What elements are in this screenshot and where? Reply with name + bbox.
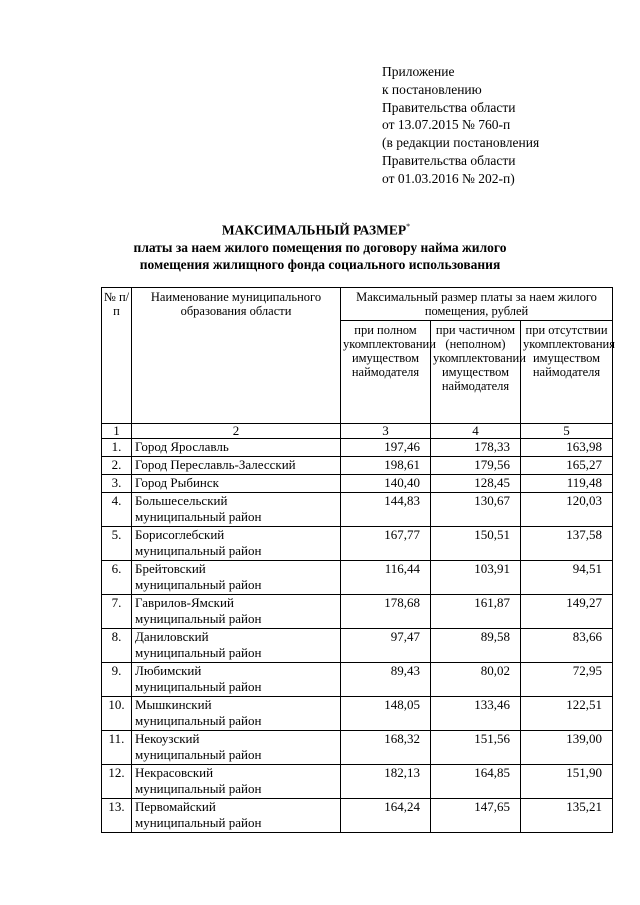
municipality-name	[132, 527, 341, 561]
municipality-name-line: муниципальный район	[135, 543, 262, 558]
value-none: 165,27	[521, 457, 613, 475]
municipality-name-line: Гаврилов-Ямский	[135, 595, 234, 610]
title-line-3: помещения жилищного фонда социального использования	[139, 256, 501, 272]
municipality-name-line: муниципальный район	[135, 611, 262, 626]
footnote-mark: *	[406, 222, 411, 231]
value-none: 72,95	[521, 663, 613, 697]
value-full: 140,40	[341, 475, 431, 493]
municipality-name-line: Город Переславль-Залесский	[135, 457, 296, 472]
value-partial: 89,58	[431, 629, 521, 663]
municipality-name-line: Даниловский	[135, 629, 209, 644]
column-number-row	[102, 424, 613, 439]
value-full: 97,47	[341, 629, 431, 663]
appendix-line: от 13.07.2015 № 760-п	[382, 117, 511, 133]
municipality-name-line: Мышкинский	[135, 697, 212, 712]
value-none: 135,21	[521, 799, 613, 833]
value-full: 144,83	[341, 493, 431, 527]
municipality-name-line: Любимский	[135, 663, 202, 678]
row-number: 5.	[102, 527, 132, 561]
value-none: 149,27	[521, 595, 613, 629]
table-row	[102, 731, 613, 765]
table-row	[102, 697, 613, 731]
header-max-size: Максимальный размер платы за наем жилого помещения, рублей	[341, 288, 613, 321]
value-partial: 80,02	[431, 663, 521, 697]
title-line-2: платы за наем жилого помещения по договору найма жилого	[133, 239, 507, 255]
value-partial: 103,91	[431, 561, 521, 595]
column-number: 2	[132, 424, 341, 439]
value-full: 182,13	[341, 765, 431, 799]
column-number: 5	[521, 424, 613, 439]
municipality-name	[132, 595, 341, 629]
municipality-name-line: муниципальный район	[135, 509, 262, 524]
value-none: 119,48	[521, 475, 613, 493]
value-partial: 164,85	[431, 765, 521, 799]
municipality-name	[132, 629, 341, 663]
row-number: 4.	[102, 493, 132, 527]
value-none: 139,00	[521, 731, 613, 765]
municipality-name-line: Город Ярославль	[135, 439, 229, 454]
municipality-name	[132, 439, 341, 457]
municipality-name-line: Большесельский	[135, 493, 228, 508]
value-full: 116,44	[341, 561, 431, 595]
value-full: 168,32	[341, 731, 431, 765]
municipality-name	[132, 475, 341, 493]
municipality-name	[132, 697, 341, 731]
table-row	[102, 595, 613, 629]
value-partial: 151,56	[431, 731, 521, 765]
row-number: 10.	[102, 697, 132, 731]
value-full: 89,43	[341, 663, 431, 697]
municipality-name-line: муниципальный район	[135, 713, 262, 728]
municipality-name-line: Борисоглебский	[135, 527, 225, 542]
document-title	[0, 218, 640, 273]
row-number: 6.	[102, 561, 132, 595]
municipality-name-line: Некоузский	[135, 731, 200, 746]
value-full: 148,05	[341, 697, 431, 731]
row-number: 11.	[102, 731, 132, 765]
appendix-line: (в редакции постановления	[382, 135, 540, 151]
value-full: 197,46	[341, 439, 431, 457]
value-none: 137,58	[521, 527, 613, 561]
row-number: 9.	[102, 663, 132, 697]
table-row	[102, 457, 613, 475]
value-none: 120,03	[521, 493, 613, 527]
appendix-block	[382, 63, 622, 188]
value-full: 164,24	[341, 799, 431, 833]
value-none: 94,51	[521, 561, 613, 595]
appendix-line: от 01.03.2016 № 202-п)	[382, 170, 515, 186]
subheader-partial: при частичном (неполном) укомплектовании имуществом наймодателя	[431, 321, 521, 424]
table-row	[102, 663, 613, 697]
value-partial: 133,46	[431, 697, 521, 731]
municipality-name-line: муниципальный район	[135, 645, 262, 660]
municipality-name	[132, 561, 341, 595]
table-row	[102, 493, 613, 527]
value-none: 83,66	[521, 629, 613, 663]
value-full: 167,77	[341, 527, 431, 561]
municipality-name	[132, 663, 341, 697]
table-row	[102, 799, 613, 833]
municipality-name	[132, 765, 341, 799]
row-number: 7.	[102, 595, 132, 629]
row-number: 12.	[102, 765, 132, 799]
value-partial: 178,33	[431, 439, 521, 457]
column-number: 4	[431, 424, 521, 439]
municipality-name-line: Первомайский	[135, 799, 216, 814]
table-row	[102, 629, 613, 663]
value-full: 198,61	[341, 457, 431, 475]
table-row	[102, 439, 613, 457]
rent-table	[101, 287, 613, 833]
title-main-text: МАКСИМАЛЬНЫЙ РАЗМЕР	[221, 222, 407, 238]
column-number: 3	[341, 424, 431, 439]
row-number: 3.	[102, 475, 132, 493]
table-row	[102, 475, 613, 493]
value-partial: 147,65	[431, 799, 521, 833]
table-row	[102, 561, 613, 595]
value-none: 163,98	[521, 439, 613, 457]
value-partial: 161,87	[431, 595, 521, 629]
column-number: 1	[102, 424, 132, 439]
municipality-name-line: муниципальный район	[135, 577, 262, 592]
municipality-name	[132, 799, 341, 833]
value-partial: 128,45	[431, 475, 521, 493]
title-main-line	[0, 218, 636, 239]
municipality-name-line: Город Рыбинск	[135, 475, 219, 490]
municipality-name	[132, 493, 341, 527]
value-full: 178,68	[341, 595, 431, 629]
subheader-none: при отсутствии укомплектования имуществом наймодателя	[521, 321, 613, 424]
row-number: 13.	[102, 799, 132, 833]
municipality-name-line: Брейтовский	[135, 561, 206, 576]
appendix-line: Правительства области	[382, 152, 516, 168]
appendix-line: Правительства области	[382, 99, 516, 115]
row-number: 8.	[102, 629, 132, 663]
municipality-name	[132, 457, 341, 475]
value-partial: 179,56	[431, 457, 521, 475]
row-number: 2.	[102, 457, 132, 475]
value-none: 122,51	[521, 697, 613, 731]
municipality-name-line: муниципальный район	[135, 747, 262, 762]
municipality-name-line: муниципальный район	[135, 815, 262, 830]
subheader-full: при полном укомплектовании имуществом наймодателя	[341, 321, 431, 424]
table-row	[102, 527, 613, 561]
header-name: Наименование муниципального образования области	[132, 288, 341, 424]
row-number: 1.	[102, 439, 132, 457]
table-row	[102, 765, 613, 799]
header-num: № п/п	[102, 288, 132, 424]
value-partial: 150,51	[431, 527, 521, 561]
appendix-line: к постановлению	[382, 81, 482, 97]
header-row	[102, 288, 613, 321]
municipality-name	[132, 731, 341, 765]
municipality-name-line: муниципальный район	[135, 781, 262, 796]
municipality-name-line: муниципальный район	[135, 679, 262, 694]
appendix-line: Приложение	[382, 64, 455, 79]
municipality-name-line: Некрасовский	[135, 765, 214, 780]
value-partial: 130,67	[431, 493, 521, 527]
value-none: 151,90	[521, 765, 613, 799]
